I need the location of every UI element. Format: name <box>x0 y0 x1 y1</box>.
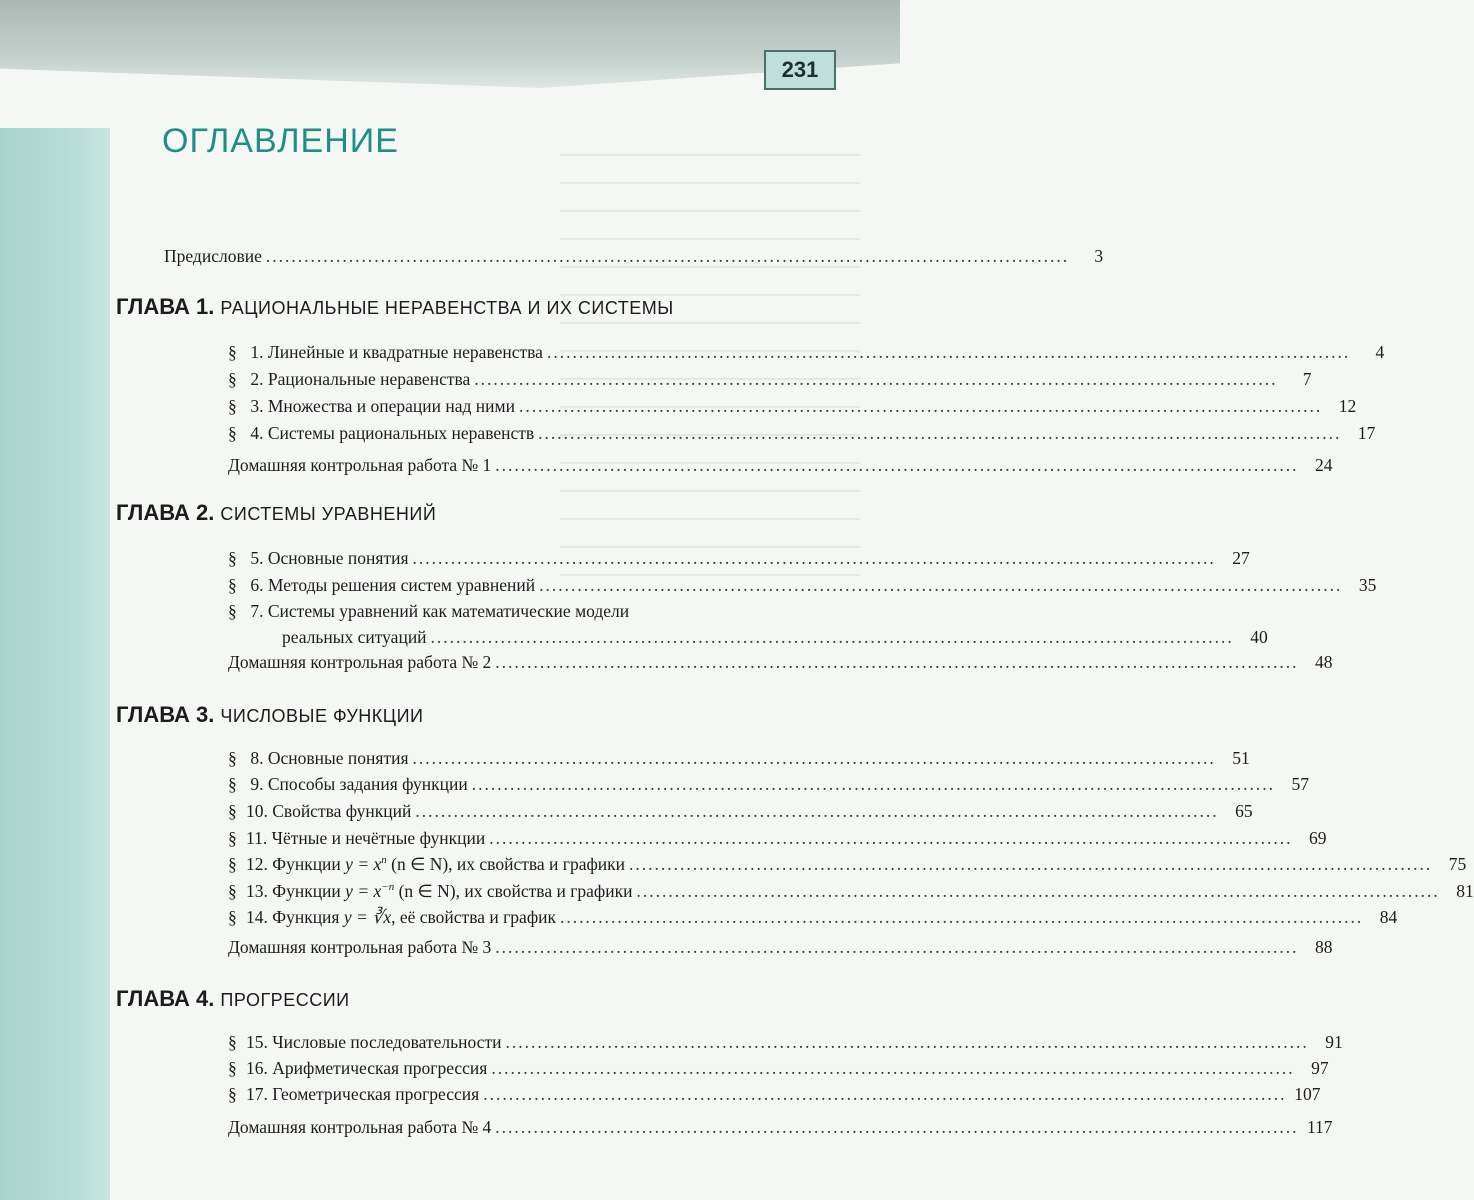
toc-entry-label: 14. Функция <box>246 907 344 927</box>
leader-dots: .............................................................................................................................. <box>474 369 1278 389</box>
section-sign: § <box>228 369 237 389</box>
page-number: 231 <box>764 50 836 90</box>
toc-entry-label: Домашняя контрольная работа № 4 <box>228 1117 492 1137</box>
toc-entry[interactable] <box>228 423 1376 447</box>
leader-dots: .............................................................................................................................. <box>495 652 1299 672</box>
toc-entry-label-rest: , её свойства и график <box>391 907 557 927</box>
toc-entry-page: 35 <box>1358 575 1377 595</box>
toc-entry[interactable] <box>228 854 1467 878</box>
toc-entry-label: Домашняя контрольная работа № 2 <box>228 652 492 672</box>
toc-entry-page: 91 <box>1325 1032 1343 1052</box>
toc-entry-label: 11. Чётные и нечётные функции <box>246 828 486 848</box>
formula-exponent: −n <box>381 881 395 894</box>
chapter-name: ПРОГРЕССИИ <box>220 990 350 1010</box>
formula: y = x <box>345 881 382 901</box>
toc-entry[interactable] <box>228 342 1385 366</box>
toc-entry[interactable] <box>228 575 1377 599</box>
toc-entry[interactable] <box>228 548 1250 572</box>
leader-dots: .............................................................................................................................. <box>489 828 1293 848</box>
leader-dots: .............................................................................................................................. <box>539 575 1343 595</box>
chapter-number: ГЛАВА 3. <box>116 702 215 727</box>
toc-entry-page: 57 <box>1291 774 1310 794</box>
toc-entry[interactable] <box>228 881 1474 905</box>
toc-entry-preface[interactable] <box>164 246 1104 270</box>
toc-entry-label: 5. Основные понятия <box>250 548 409 568</box>
toc-entry-label-rest: (n ∈ N), их свойства и графики <box>394 881 633 901</box>
toc-entry-page: 48 <box>1315 652 1333 672</box>
toc-entry-page: 117 <box>1306 1117 1333 1137</box>
toc-entry-label: 4. Системы рациональных неравенств <box>250 423 535 443</box>
toc-entry-label: Домашняя контрольная работа № 3 <box>228 937 492 957</box>
section-sign: § <box>228 396 237 416</box>
section-sign: § <box>228 748 237 768</box>
toc-entry-label: 3. Множества и операции над ними <box>250 396 515 416</box>
toc-entry-page: 81 <box>1456 881 1474 901</box>
toc-entry-page: 4 <box>1375 342 1385 362</box>
toc-entry[interactable] <box>228 828 1327 852</box>
toc-entry-page: 84 <box>1379 907 1398 927</box>
toc-entry-page: 75 <box>1448 854 1467 874</box>
toc-entry-page: 12 <box>1338 396 1357 416</box>
toc-entry-label: 15. Числовые последовательности <box>246 1032 502 1052</box>
section-sign: § <box>228 907 237 927</box>
section-sign: § <box>228 601 237 621</box>
toc-entry-label: 10. Свойства функций <box>246 801 412 821</box>
section-sign: § <box>228 423 237 443</box>
formula: y = ∛x <box>343 907 392 927</box>
toc-entry-label: 7. Системы уравнений как математические модели <box>250 601 630 621</box>
toc-entry[interactable] <box>228 1032 1343 1056</box>
leader-dots: .............................................................................................................................. <box>636 881 1440 901</box>
toc-entry-page: 24 <box>1315 455 1333 475</box>
formula: y = x <box>345 854 382 874</box>
leader-dots: .............................................................................................................................. <box>495 1117 1299 1137</box>
toc-entry-homework[interactable] <box>228 455 1333 479</box>
toc-entry-homework[interactable] <box>228 1117 1333 1141</box>
toc-entry-page: 40 <box>1250 627 1268 647</box>
leader-dots: .............................................................................................................................. <box>483 1084 1287 1104</box>
page-side-band <box>0 128 110 1200</box>
toc-entry-page: 27 <box>1232 548 1250 568</box>
toc-entry-page: 17 <box>1357 423 1376 443</box>
leader-dots: .............................................................................................................................. <box>560 907 1364 927</box>
toc-entry-line2[interactable] <box>282 627 1268 651</box>
toc-entry-label: реальных ситуаций <box>282 627 427 647</box>
leader-dots: .............................................................................................................................. <box>629 854 1433 874</box>
section-sign: § <box>228 801 237 821</box>
chapter-name: РАЦИОНАЛЬНЫЕ НЕРАВЕНСТВА И ИХ СИСТЕМЫ <box>220 298 674 318</box>
toc-entry-page: 3 <box>1094 246 1104 266</box>
section-sign: § <box>228 342 237 362</box>
leader-dots: .............................................................................................................................. <box>495 937 1299 957</box>
leader-dots: .............................................................................................................................. <box>412 748 1216 768</box>
section-sign: § <box>228 881 237 901</box>
chapter-name: СИСТЕМЫ УРАВНЕНИЙ <box>220 504 437 524</box>
section-sign: § <box>228 575 237 595</box>
chapter-number: ГЛАВА 2. <box>116 500 215 525</box>
toc-entry-label-rest: (n ∈ N), их свойства и графики <box>386 854 626 874</box>
toc-entry[interactable] <box>228 801 1253 825</box>
chapter-number: ГЛАВА 4. <box>116 986 215 1011</box>
toc-entry-homework[interactable] <box>228 652 1333 676</box>
leader-dots: .............................................................................................................................. <box>491 1058 1295 1078</box>
chapter-heading-4[interactable] <box>116 986 350 1012</box>
leader-dots: .............................................................................................................................. <box>546 342 1351 362</box>
toc-entry[interactable] <box>228 774 1310 798</box>
toc-entry-label: 1. Линейные и квадратные неравенства <box>250 342 543 362</box>
leader-dots: .............................................................................................................................. <box>471 774 1276 794</box>
toc-entry-label: Предисловие <box>164 246 262 266</box>
leader-dots: .............................................................................................................................. <box>265 246 1070 266</box>
toc-entry[interactable] <box>228 748 1250 772</box>
section-sign: § <box>228 774 237 794</box>
toc-entry-label: Домашняя контрольная работа № 1 <box>228 455 492 475</box>
toc-entry-page: 107 <box>1294 1084 1321 1104</box>
section-sign: § <box>228 548 237 568</box>
toc-entry-label: 17. Геометрическая прогрессия <box>246 1084 480 1104</box>
toc-entry[interactable] <box>228 369 1312 393</box>
toc-entry[interactable] <box>228 396 1357 420</box>
toc-entry-page: 97 <box>1311 1058 1329 1078</box>
chapter-name: ЧИСЛОВЫЕ ФУНКЦИИ <box>220 706 424 726</box>
toc-entry-line1[interactable] <box>228 601 806 625</box>
toc-entry-page: 65 <box>1235 801 1253 821</box>
toc-entry[interactable] <box>228 1058 1329 1082</box>
leader-dots: .............................................................................................................................. <box>415 801 1219 821</box>
section-sign: § <box>228 1032 237 1052</box>
leader-dots: .............................................................................................................................. <box>505 1032 1309 1052</box>
toc-entry-page: 69 <box>1308 828 1327 848</box>
leader-dots: .............................................................................................................................. <box>430 627 1234 647</box>
formula-exponent: n <box>381 854 387 867</box>
section-sign: § <box>228 828 237 848</box>
toc-entry-label: 8. Основные понятия <box>250 748 409 768</box>
leader-dots: .............................................................................................................................. <box>538 423 1342 443</box>
toc-entry-label: 16. Арифметическая прогрессия <box>246 1058 488 1078</box>
toc-entry-label: 12. Функции <box>246 854 346 874</box>
leader-dots: .............................................................................................................................. <box>518 396 1323 416</box>
leader-dots: .............................................................................................................................. <box>412 548 1216 568</box>
chapter-heading-3[interactable] <box>116 702 423 728</box>
toc-entry-page: 88 <box>1315 937 1333 957</box>
toc-entry-homework[interactable] <box>228 937 1333 961</box>
chapter-heading-1[interactable] <box>116 294 674 320</box>
section-sign: § <box>228 854 237 874</box>
leader-dots: .............................................................................................................................. <box>495 455 1299 475</box>
section-sign: § <box>228 1084 237 1104</box>
section-sign: § <box>228 1058 237 1078</box>
toc-entry-label: 2. Рациональные неравенства <box>250 369 471 389</box>
toc-entry[interactable] <box>228 1084 1321 1108</box>
toc-entry-label: 6. Методы решения систем уравнений <box>250 575 536 595</box>
toc-entry-page: 51 <box>1232 748 1250 768</box>
toc-entry-page: 7 <box>1302 369 1312 389</box>
chapter-number: ГЛАВА 1. <box>116 294 215 319</box>
page-title: ОГЛАВЛЕНИЕ <box>162 122 399 160</box>
toc-entry-label: 9. Способы задания функции <box>250 774 468 794</box>
chapter-heading-2[interactable] <box>116 500 436 526</box>
toc-entry-label: 13. Функции <box>246 881 346 901</box>
toc-entry[interactable] <box>228 907 1398 931</box>
